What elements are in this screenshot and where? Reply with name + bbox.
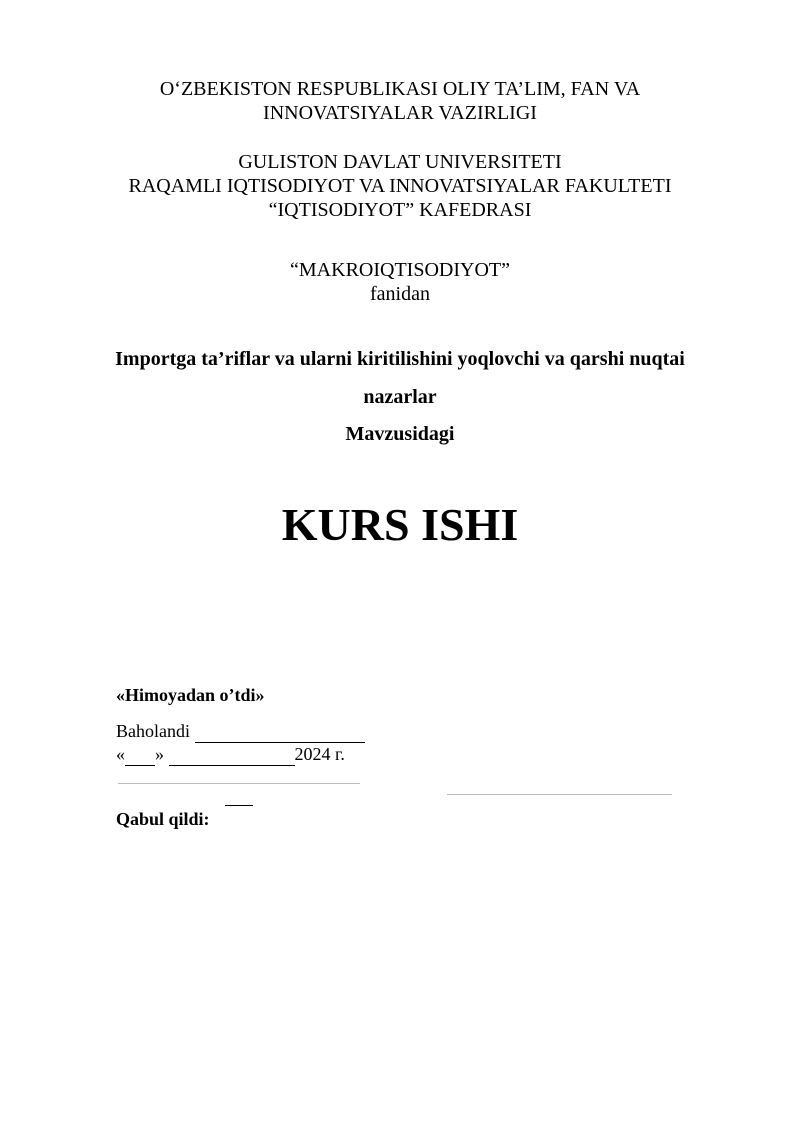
document-type-title: KURS ISHI [281, 499, 519, 550]
ministry-line-2: INNOVATSIYALAR VAZIRLIGI [263, 102, 537, 124]
defense-heading: «Himoyadan o’tdi» [116, 685, 265, 705]
graded-label: Baholandi [116, 721, 190, 741]
subject-suffix: fanidan [370, 283, 430, 305]
grade-blank [195, 720, 365, 743]
grade-line [116, 720, 365, 743]
topic-line-2: nazarlar [363, 386, 437, 408]
signature-line-left [118, 783, 360, 784]
topic-line-1: Importga ta’riflar va ularni kiritilishini yoqlovchi va qarshi nuqtai [115, 348, 685, 370]
subject-name: “MAKROIQTISODIYOT” [290, 259, 510, 281]
university-name: GULISTON DAVLAT UNIVERSITETI [238, 151, 562, 173]
faculty-name: RAQAMLI IQTISODIYOT VA INNOVATSIYALAR FAKULTETI [128, 175, 672, 197]
day-blank [125, 743, 155, 766]
short-blank [225, 797, 253, 806]
year-text: 2024 г. [294, 744, 345, 764]
date-open-quote: « [116, 744, 125, 764]
date-close-quote: » [155, 744, 164, 764]
signature-line-right [447, 794, 672, 795]
accepted-label: Qabul qildi: [116, 809, 210, 829]
topic-line-3: Mavzusidagi [345, 423, 455, 445]
month-blank [169, 743, 295, 766]
date-line [116, 743, 345, 766]
department-name: “IQTISODIYOT” KAFEDRASI [268, 199, 532, 221]
ministry-line-1: O‘ZBEKISTON RESPUBLIKASI OLIY TA’LIM, FAN VA [159, 78, 641, 100]
